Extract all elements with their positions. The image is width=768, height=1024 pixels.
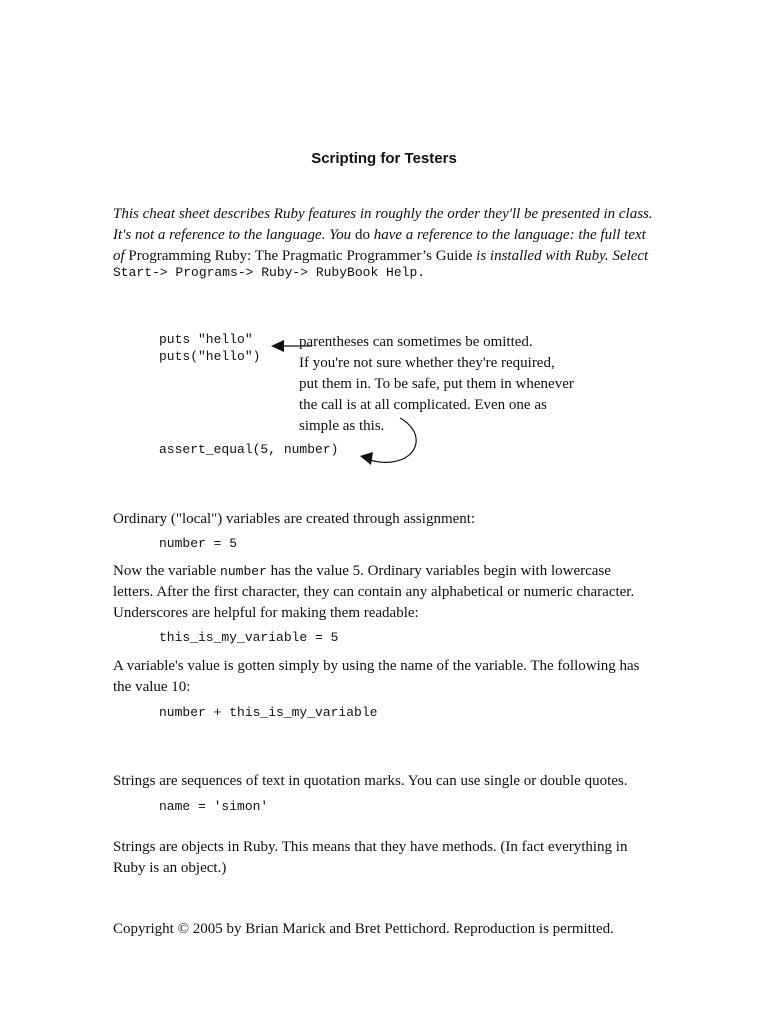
code-variable-assign: this_is_my_variable = 5 [159, 630, 339, 645]
variables-para-line-1 [113, 561, 611, 582]
variables-para-b: has the value 5. Ordinary variables begin with lowercase [266, 563, 611, 579]
variables-para-a: Now the variable [113, 563, 221, 579]
note-line-3: put them in. To be safe, put them in whenever [299, 376, 574, 392]
variables-para-line-2: letters. After the first character, they can contain any alphabetical or numeric character. [113, 584, 635, 600]
intro-line-3-c: is installed with Ruby. Select [472, 248, 649, 264]
code-assert-equal: assert_equal(5, number) [159, 442, 339, 457]
code-number-sum: number + this_is_my_variable [159, 705, 378, 720]
variables-value-line-2: the value 10: [113, 679, 191, 695]
intro-line-3-a: of [113, 248, 129, 264]
note-line-4: the call is at all complicated. Even one as [299, 397, 547, 413]
variables-intro: Ordinary ("local") variables are created through assignment: [113, 511, 476, 527]
intro-line-2-c: have a reference to the language: the full text [369, 227, 646, 243]
note-line-2: If you're not sure whether they're required, [299, 355, 555, 371]
page-title: Scripting for Testers [311, 150, 457, 167]
strings-objects-line-1: Strings are objects in Ruby. This means that they have methods. (In fact everything in [113, 839, 628, 855]
inline-code-number: number [220, 564, 267, 579]
strings-objects-line-2: Ruby is an object.) [113, 860, 227, 876]
menu-path: Start-> Programs-> Ruby-> RubyBook Help. [113, 265, 426, 280]
code-number-assign: number = 5 [159, 536, 238, 551]
arrow-to-assert [360, 418, 416, 465]
variables-value-line-1: A variable's value is gotten simply by using the name of the variable. The following has [113, 658, 640, 674]
intro-line-2-a: It's not a reference to the language. You [113, 227, 355, 243]
arrow-to-puts [271, 340, 312, 352]
note-line-1: parentheses can sometimes be omitted. [299, 334, 533, 350]
copyright-notice: Copyright © 2005 by Brian Marick and Bret Pettichord. Reproduction is permitted. [113, 921, 614, 937]
strings-intro: Strings are sequences of text in quotation marks. You can use single or double quotes. [113, 773, 628, 789]
book-title: Programming Ruby: The Pragmatic Programmer’s Guide [128, 248, 473, 264]
variables-para-line-3: Underscores are helpful for making them readable: [113, 605, 419, 621]
intro-line-1: This cheat sheet describes Ruby features in roughly the order they'll be presented in class. [113, 206, 653, 222]
code-puts-no-parens: puts "hello" [159, 332, 253, 347]
note-line-5: simple as this. [299, 418, 385, 434]
intro-line-2-emphasis: do [354, 227, 370, 243]
code-name-assign: name = 'simon' [159, 799, 269, 814]
code-puts-parens: puts("hello") [159, 349, 261, 364]
